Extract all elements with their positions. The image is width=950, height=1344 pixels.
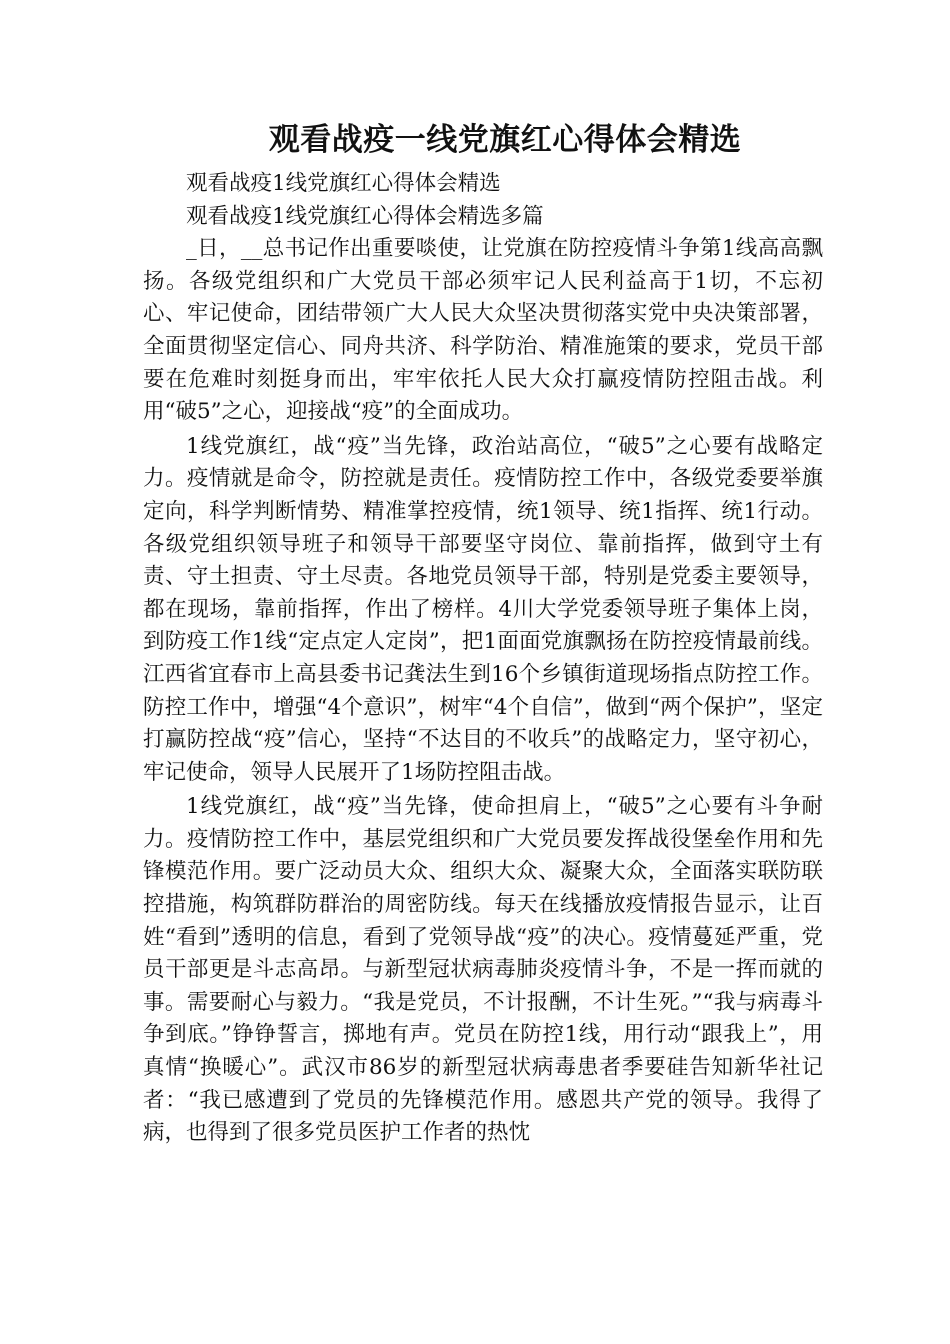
subtitle-line: 观看战疫1线党旗红心得体会精选 bbox=[186, 171, 501, 196]
body-paragraph: 1线党旗红，战“疫”当先锋，政治站高位，“破5”之心要有战略定力。疫情就是命令，防控就是责任。疫情防控工作中，各级党委要举旗定向，科学判断情势、精准掌控疫情，统1领导、统1指挥、统1行动。各级党组织领导班子和领导干部要坚守岗位、靠前指挥，做到守土有责、守土担责、守土尽责。各地党员领导干部，特别是党委主要领导，都在现场，靠前指挥，作出了榜样。4川大学党委领导班子集体上岗，到防疫工作1线“定点定人定岗”，把1面面党旗飘扬在防控疫情最前线。江西省宜春市上高县委书记龚法生到16个乡镇街道现场指点防控工作。防控工作中，增强“4个意识”，树牢“4个自信”，做到“两个保护”，坚定打赢防控战“疫”信心，坚持“不达目的不收兵”的战略定力，坚守初心，牢记使命，领导人民展开了1场防控阻击战。 bbox=[143, 433, 823, 785]
body-paragraph: _日，__总书记作出重要啖使，让党旗在防控疫情斗争第1线高高飘扬。各级党组织和广大党员干部必须牢记人民利益高于1切，不忘初心、牢记使命，团结带领广大人民大众坚决贯彻落实党中央决策部署，全面贯彻坚定信心、同舟共济、科学防治、精准施策的要求，党员干部要在危难时刻挺身而出，牢牢依托人民大众打赢疫情防控阻击战。利用“破5”之心，迎接战“疫”的全面成功。 bbox=[143, 236, 823, 425]
subtitle-line: 观看战疫1线党旗红心得体会精选多篇 bbox=[186, 203, 544, 229]
document-title: 观看战疫一线党旗红心得体会精选 bbox=[268, 122, 742, 158]
body-paragraph: 1线党旗红，战“疫”当先锋，使命担肩上，“破5”之心要有斗争耐力。疫情防控工作中，基层党组织和广大党员要发挥战役堡垒作用和先锋模范作用。要广泛动员大众、组织大众、凝聚大众，全面落实联防联控措施，构筑群防群治的周密防线。每天在线播放疫情报告显示，让百姓“看到”透明的信息，看到了党领导战“疫”的决心。疫情蔓延严重，党员干部更是斗志高昂。与新型冠状病毒肺炎疫情斗争，不是一挥而就的事。需要耐心与毅力。“我是党员，不计报酬，不计生死。”“我与病毒斗争到底。”铮铮誓言，掷地有声。党员在防控1线，用行动“跟我上”，用真情“换暖心”。武汉市86岁的新型冠状病毒患者季要硅告知新华社记者：“我已感遭到了党员的先锋模范作用。感恩共产党的领导。我得了病，也得到了很多党员医护工作者的热忱 bbox=[143, 794, 823, 1146]
document-body bbox=[143, 168, 823, 1150]
